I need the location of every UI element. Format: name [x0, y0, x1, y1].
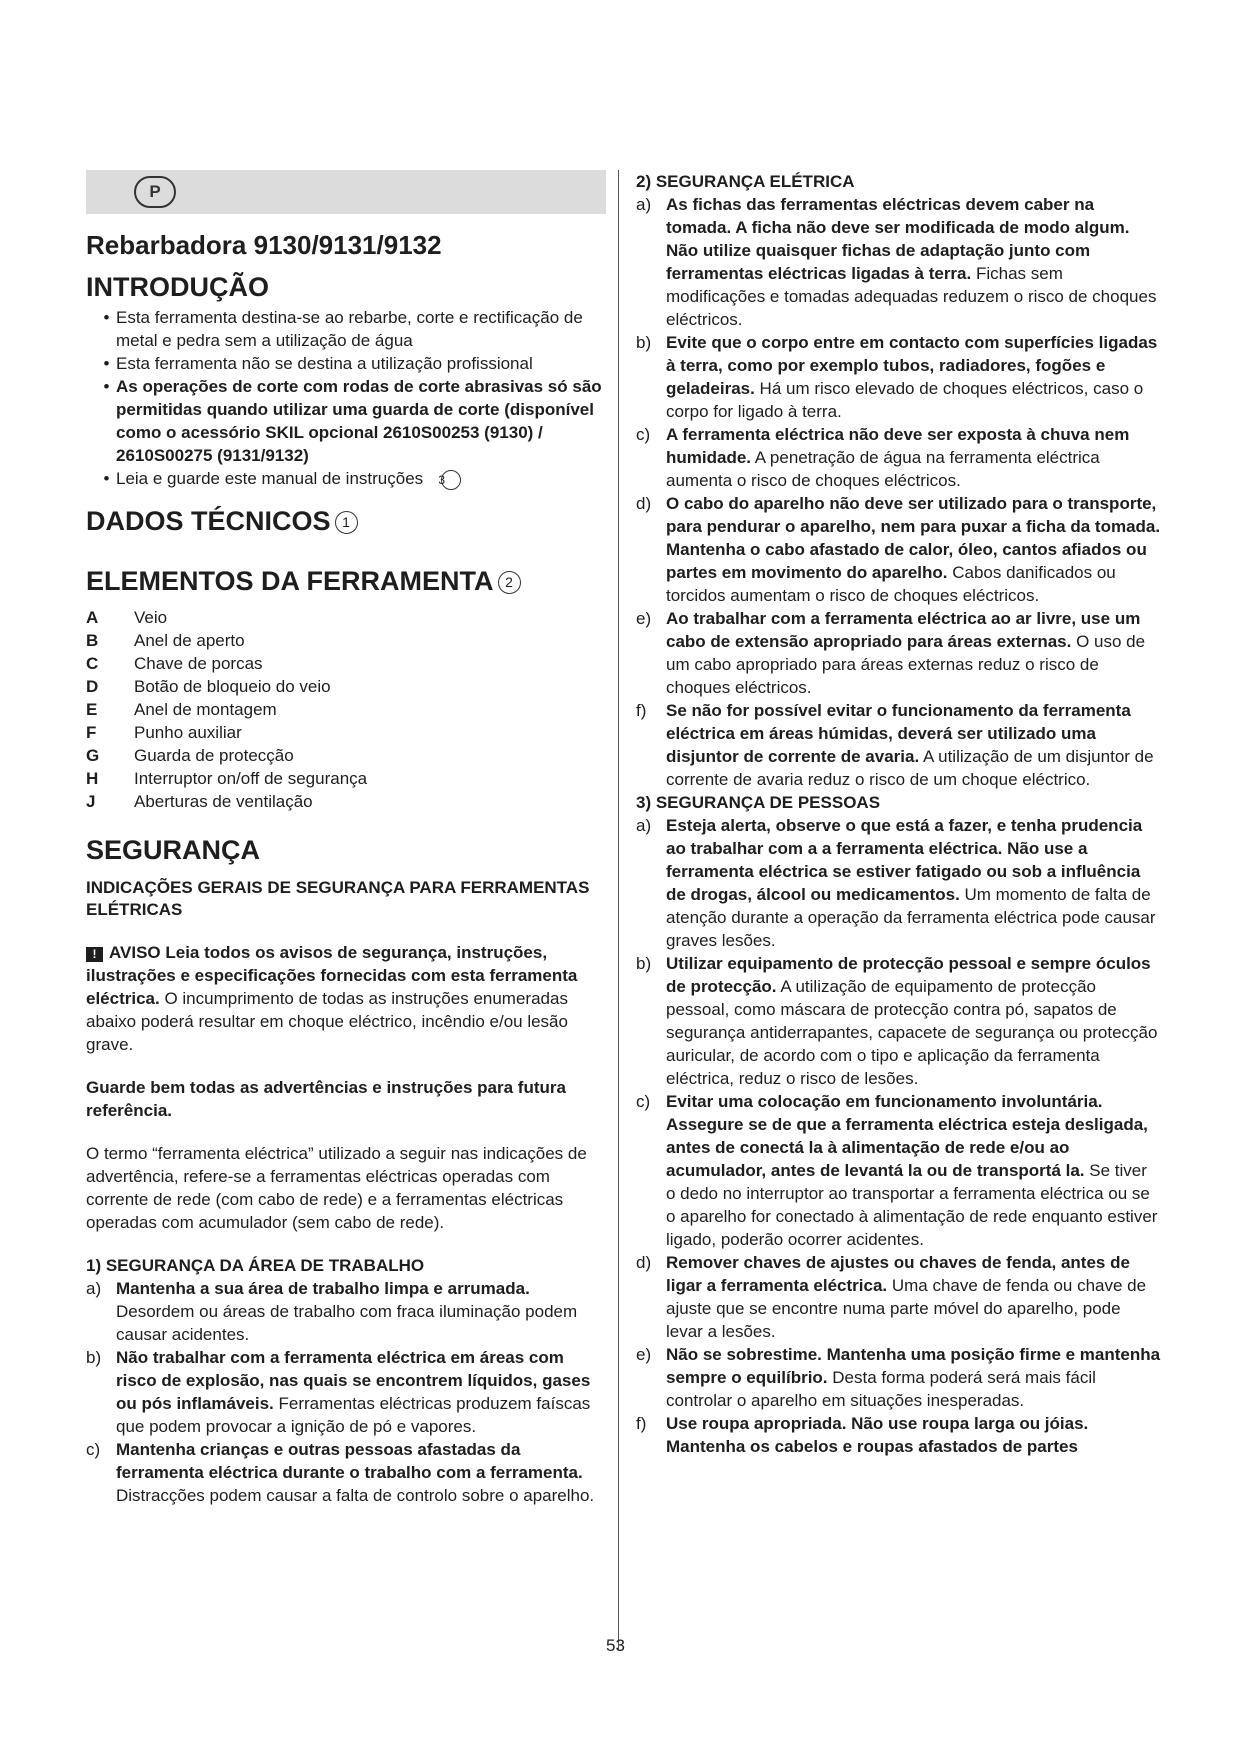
tool-elements-heading — [86, 562, 606, 600]
item-body — [666, 331, 1161, 423]
item-text: Há um risco elevado de choques eléctricos, caso o corpo for ligado à terra. — [666, 379, 1144, 421]
item-label: c) — [86, 1440, 101, 1459]
left-column — [86, 170, 606, 1507]
item-text: Desta forma poderá será mais fácil controlar o aparelho em situações inesperadas. — [666, 1368, 1096, 1410]
safety-item — [636, 699, 1161, 791]
item-label: a) — [86, 1279, 102, 1298]
item-bold: A ferramenta eléctrica não deve ser exposta à chuva nem humidade. — [666, 425, 1130, 467]
intro-item-text: Leia e guarde este manual de instruções — [116, 469, 424, 488]
intro-item — [86, 467, 606, 490]
item-body — [116, 1277, 606, 1346]
part-row — [86, 767, 606, 790]
item-body — [666, 1412, 1161, 1458]
part-label: Botão de bloqueio do veio — [134, 677, 331, 696]
intro-item-bold: As operações de corte com rodas de corte abrasivas só são permitidas quando utilizar uma guarda de corte (disponível como o acessório SKIL opcional 2610S00253 (9130) / 2610S00275 (9131/9132) — [116, 377, 602, 465]
part-label: Anel de aperto — [134, 631, 245, 650]
tech-data-heading-text: DADOS TÉCNICOS — [86, 506, 331, 536]
part-row — [86, 698, 606, 721]
intro-item-text: Esta ferramenta não se destina a utilização profissional — [116, 354, 533, 373]
item-bold: Esteja alerta, observe o que está a fazer, e tenha prudencia ao trabalhar com a a ferramenta eléctrica. Não use a ferramenta eléctrica se estiver fatigado ou sob a influência de drogas, álcool ou medicamentos. — [666, 816, 1143, 904]
part-row — [86, 652, 606, 675]
electrical-safety-heading: 2) SEGURANÇA ELÉTRICA — [636, 172, 855, 191]
page-number: 53 — [606, 1636, 625, 1655]
item-text: Um momento de falta de atenção durante a operação da ferramenta eléctrica pode causar graves lesões. — [666, 885, 1156, 950]
safety-subheading: INDICAÇÕES GERAIS DE SEGURANÇA PARA FERRAMENTAS ELÉTRICAS — [86, 878, 590, 919]
safety-item — [636, 1412, 1161, 1458]
item-bold: O cabo do aparelho não deve ser utilizado para o transporte, para pendurar o aparelho, nem para puxar a ficha da tomada. Mantenha o cabo afastado de calor, óleo, cantos afiados ou partes em movimento do aparelho. — [666, 494, 1161, 582]
item-label: d) — [636, 494, 652, 513]
keep-instructions-text: Guarde bem todas as advertências e instruções para futura referência. — [86, 1078, 566, 1120]
item-text: A utilização de um disjuntor de corrente de avaria reduz o risco de um choque eléctrico. — [666, 747, 1154, 789]
part-row — [86, 675, 606, 698]
item-label: b) — [86, 1348, 102, 1367]
item-bold: Se não for possível evitar o funcionamento da ferramenta eléctrica em áreas húmidas, deverá ser utilizado uma disjuntor de corrente de avaria. — [666, 701, 1131, 766]
intro-item — [86, 375, 606, 467]
warning-paragraph — [86, 941, 606, 1056]
intro-item-text: Esta ferramenta destina-se ao rebarbe, corte e rectificação de metal e pedra sem a utilização de água — [116, 308, 583, 350]
column-divider — [618, 170, 619, 1650]
product-title: Rebarbadora 9130/9131/9132 — [86, 230, 442, 260]
safety-item — [636, 1090, 1161, 1251]
item-body — [116, 1438, 606, 1507]
item-text: O uso de um cabo apropriado para áreas externas reduz o risco de choques eléctricos. — [666, 632, 1146, 697]
safety-item — [636, 1343, 1161, 1412]
language-badge: P — [134, 176, 176, 208]
safety-item — [636, 607, 1161, 699]
item-label: b) — [636, 954, 652, 973]
item-label: c) — [636, 1092, 651, 1111]
electrical-safety-items — [636, 193, 1161, 791]
item-text: A penetração de água na ferramenta eléctrica aumenta o risco de choques eléctricos. — [666, 448, 1100, 490]
item-body — [666, 952, 1161, 1090]
item-body — [666, 814, 1161, 952]
warning-icon: ! — [86, 947, 103, 962]
item-text: Desordem ou áreas de trabalho com fraca iluminação podem causar acidentes. — [116, 1302, 578, 1344]
item-label: c) — [636, 425, 651, 444]
part-row — [86, 790, 606, 813]
safety-item — [86, 1277, 606, 1346]
part-key: F — [86, 723, 97, 742]
item-bold: Evite que o corpo entre em contacto com superfícies ligadas à terra, como por exemplo tubos, radiadores, fogões e geladeiras. — [666, 333, 1158, 398]
item-bold: Evitar uma colocação em funcionamento involuntária. Assegure se de que a ferramenta eléctrica esteja desligada, antes de conectá la à alimentação de rede e/ou ao acumulador, antes de levantá la ou de transportá la. — [666, 1092, 1148, 1180]
part-key: B — [86, 631, 99, 650]
item-body — [666, 423, 1161, 492]
safety-item — [636, 193, 1161, 331]
personal-safety-heading: 3) SEGURANÇA DE PESSOAS — [636, 793, 881, 812]
part-label: Guarda de protecção — [134, 746, 294, 765]
safety-item — [636, 952, 1161, 1090]
part-row — [86, 721, 606, 744]
part-label: Punho auxiliar — [134, 723, 242, 742]
part-key: A — [86, 608, 99, 627]
safety-item — [86, 1346, 606, 1438]
figure-ref-2: 2 — [498, 571, 521, 594]
item-text: Distracções podem causar a falta de controlo sobre o aparelho. — [116, 1486, 595, 1505]
item-label: e) — [636, 609, 652, 628]
part-key: C — [86, 654, 99, 673]
tech-data-heading — [86, 502, 606, 540]
part-label: Chave de porcas — [134, 654, 263, 673]
intro-heading: INTRODUÇÃO — [86, 272, 269, 302]
item-label: d) — [636, 1253, 652, 1272]
item-body — [666, 1090, 1161, 1251]
part-row — [86, 606, 606, 629]
safety-item — [636, 492, 1161, 607]
language-bar — [86, 170, 606, 214]
part-row — [86, 629, 606, 652]
warning-bold: AVISO Leia todos os avisos de segurança, instruções, ilustrações e especificações fornecidas com esta ferramenta eléctrica. — [86, 943, 578, 1008]
item-label: a) — [636, 195, 652, 214]
work-area-safety-items — [86, 1277, 606, 1507]
item-bold: As fichas das ferramentas eléctricas devem caber na tomada. A ficha não deve ser modificada de modo algum. Não utilize quaisquer fichas de adaptação junto com ferramentas eléctricas ligadas à terra. — [666, 195, 1130, 283]
parts-list — [86, 606, 606, 813]
item-label: f) — [636, 1414, 647, 1433]
part-label: Veio — [134, 608, 168, 627]
right-column — [636, 170, 1161, 1458]
personal-safety-items — [636, 814, 1161, 1458]
safety-item — [636, 814, 1161, 952]
part-key: H — [86, 769, 99, 788]
item-text: A utilização de equipamento de protecção pessoal, como máscara de protecção contra pó, sapatos de segurança antiderrapantes, capacete de segurança ou protecção auricular, de acordo com o tipo e aplicação da ferramenta eléctrica, reduz o risco de lesões. — [666, 977, 1158, 1088]
part-label: Aberturas de ventilação — [134, 792, 313, 811]
safety-item — [636, 1251, 1161, 1343]
item-body — [116, 1346, 606, 1438]
item-text: Ferramentas eléctricas produzem faíscas que podem provocar a ignição de pó e vapores. — [116, 1394, 591, 1436]
part-key: E — [86, 700, 98, 719]
item-label: b) — [636, 333, 652, 352]
safety-item — [636, 331, 1161, 423]
item-body — [666, 607, 1161, 699]
safety-heading: SEGURANÇA — [86, 835, 261, 865]
item-body — [666, 1251, 1161, 1343]
part-key: G — [86, 746, 100, 765]
work-area-safety-section — [86, 1254, 606, 1507]
item-bold: Utilizar equipamento de protecção pessoal e sempre óculos de protecção. — [666, 954, 1151, 996]
personal-safety-section — [636, 791, 1161, 1458]
part-key: J — [86, 792, 96, 811]
figure-ref-1: 1 — [335, 511, 358, 534]
item-text: Se tiver o dedo no interruptor ao transportar a ferramenta eléctrica ou se o aparelho for conectado à alimentação de rede enquanto estiver ligado, poderão ocorrer acidentes. — [666, 1161, 1158, 1249]
item-bold: Remover chaves de ajustes ou chaves de fenda, antes de ligar a ferramenta eléctrica. — [666, 1253, 1130, 1295]
warning-text: O incumprimento de todas as instruções enumeradas abaixo poderá resultar em choque eléctrico, incêndio e/ou lesão grave. — [86, 989, 568, 1054]
item-text: Cabos danificados ou torcidos aumentam o risco de choques eléctricos. — [666, 563, 1116, 605]
item-label: e) — [636, 1345, 652, 1364]
intro-item — [86, 306, 606, 352]
electrical-safety-section — [636, 170, 1161, 791]
tool-elements-heading-text: ELEMENTOS DA FERRAMENTA — [86, 566, 494, 596]
work-area-safety-heading: 1) SEGURANÇA DA ÁREA DE TRABALHO — [86, 1256, 425, 1275]
part-label: Interruptor on/off de segurança — [134, 769, 368, 788]
item-label: a) — [636, 816, 652, 835]
item-bold: Mantenha a sua área de trabalho limpa e arrumada. — [116, 1279, 530, 1298]
item-body — [666, 1343, 1161, 1412]
item-text: Fichas sem modificações e tomadas adequadas reduzem o risco de choques eléctricos. — [666, 264, 1157, 329]
item-body — [666, 699, 1161, 791]
item-bold: Mantenha crianças e outras pessoas afastadas da ferramenta eléctrica durante o trabalho com a ferramenta. — [116, 1440, 583, 1482]
item-bold: Não se sobrestime. Mantenha uma posição firme e mantenha sempre o equilíbrio. — [666, 1345, 1161, 1387]
intro-item — [86, 352, 606, 375]
figure-ref-3: 3 — [441, 470, 461, 490]
item-bold: Não trabalhar com a ferramenta eléctrica em áreas com risco de explosão, nas quais se encontrem líquidos, gases ou pós inflamáveis. — [116, 1348, 591, 1413]
item-bold: Use roupa apropriada. Não use roupa larga ou jóias. Mantenha os cabelos e roupas afastados de partes — [666, 1414, 1089, 1456]
item-label: f) — [636, 701, 647, 720]
item-body — [666, 492, 1161, 607]
item-bold: Ao trabalhar com a ferramenta eléctrica ao ar livre, use um cabo de extensão apropriado para áreas externas. — [666, 609, 1141, 651]
part-label: Anel de montagem — [134, 700, 277, 719]
safety-item — [86, 1438, 606, 1507]
part-key: D — [86, 677, 99, 696]
intro-list — [86, 306, 606, 490]
item-body — [666, 193, 1161, 331]
keep-instructions — [86, 1076, 606, 1122]
part-row — [86, 744, 606, 767]
term-paragraph: O termo “ferramenta eléctrica” utilizado a seguir nas indicações de advertência, refere-se a ferramentas eléctricas operadas com corrente de rede (com cabo de rede) e a ferramentas eléctricas operadas com acumulador (sem cabo de rede). — [86, 1144, 587, 1232]
item-text: Uma chave de fenda ou chave de ajuste que se encontre numa parte móvel do aparelho, pode levar a lesões. — [666, 1276, 1147, 1341]
safety-item — [636, 423, 1161, 492]
